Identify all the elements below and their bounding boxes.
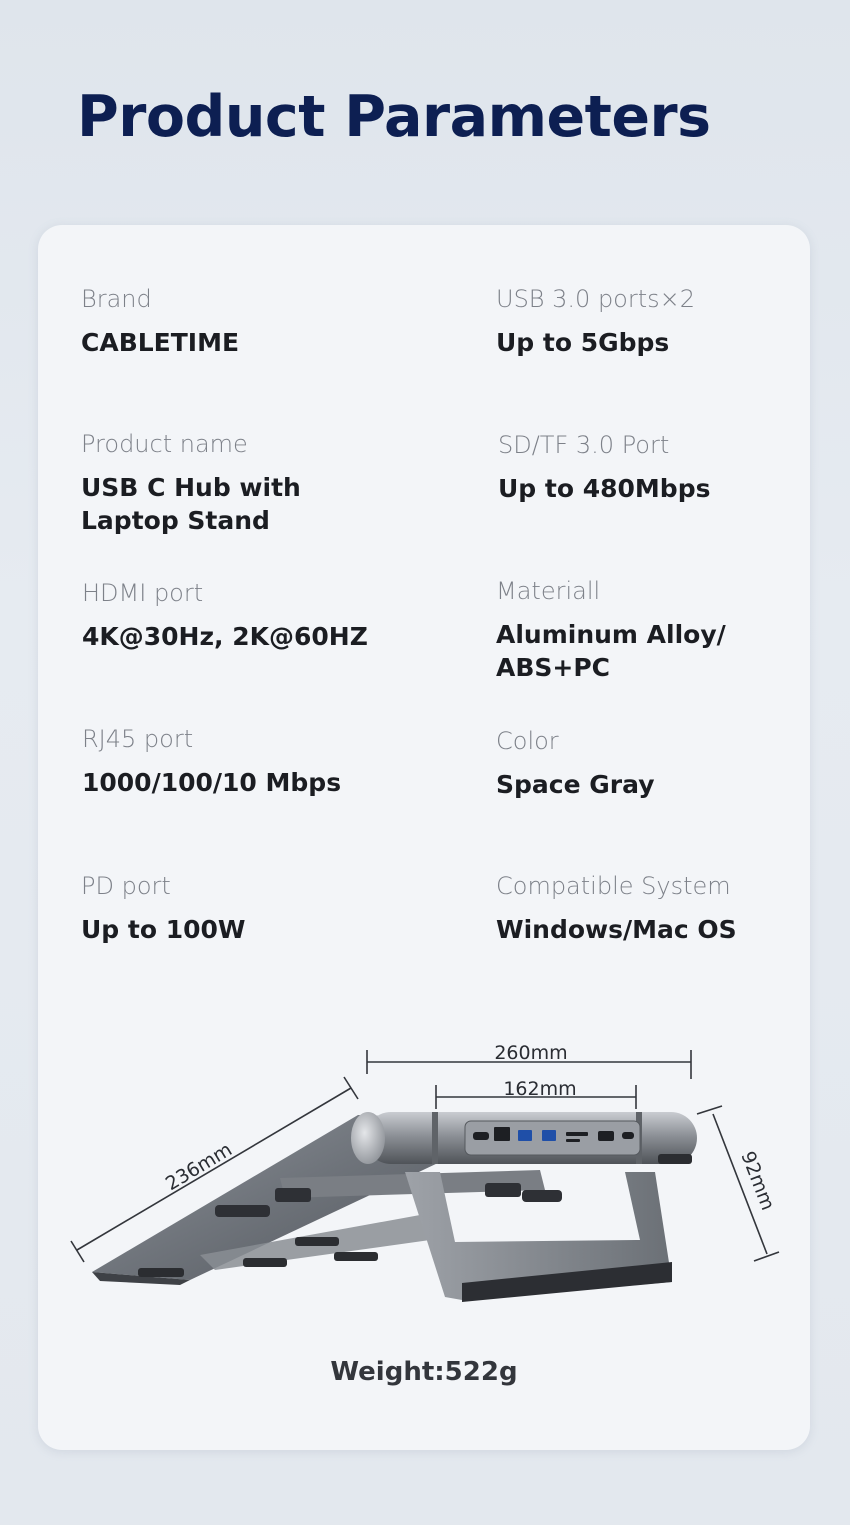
rubber-pad — [243, 1258, 287, 1267]
param-label: RJ45 port — [82, 725, 194, 753]
param-value: 1000/100/10 Mbps — [82, 768, 342, 797]
parameters-card — [38, 225, 810, 1450]
usb-port — [542, 1130, 556, 1141]
rubber-pad — [138, 1268, 184, 1277]
param-label: Product name — [81, 430, 248, 458]
param-value: Up to 100W — [81, 915, 246, 944]
rubber-pad — [215, 1205, 270, 1217]
rubber-pad — [485, 1183, 521, 1197]
usb-port — [518, 1130, 532, 1141]
param-value: Space Gray — [496, 770, 655, 799]
param-label: SD/TF 3.0 Port — [498, 431, 670, 459]
dimension-width: 260mm — [494, 1042, 568, 1064]
product-illustration — [38, 225, 810, 1450]
param-label: USB 3.0 ports×2 — [496, 285, 696, 313]
sd-slot — [566, 1132, 588, 1136]
param-label: PD port — [81, 872, 171, 900]
tf-slot — [566, 1139, 580, 1142]
dimension-height: 92mm — [736, 1148, 779, 1214]
rubber-pad — [275, 1188, 311, 1202]
param-label: HDMI port — [82, 579, 204, 607]
param-label: Color — [496, 727, 559, 755]
param-label: Compatible System — [496, 872, 731, 900]
hub-bar — [351, 1112, 697, 1164]
dimension-hub: 162mm — [503, 1078, 577, 1100]
dimension-depth: 236mm — [161, 1138, 236, 1196]
rj45-port — [494, 1127, 510, 1141]
param-value: USB C Hub with Laptop Stand — [81, 473, 301, 535]
param-value: Up to 5Gbps — [496, 328, 670, 357]
rubber-pad — [522, 1190, 562, 1202]
rubber-pad — [295, 1237, 339, 1246]
param-value: Up to 480Mbps — [498, 474, 711, 503]
param-label: Materiall — [496, 577, 601, 605]
param-label: Brand — [81, 285, 152, 313]
param-value: Windows/Mac OS — [496, 915, 737, 944]
weight-label: Weight:522g — [330, 1357, 518, 1387]
page-title: Product Parameters — [77, 84, 711, 150]
param-value: 4K@30Hz, 2K@60HZ — [82, 622, 368, 651]
pd-port — [622, 1132, 634, 1139]
hdmi-port — [598, 1131, 614, 1141]
rubber-pad — [334, 1252, 378, 1261]
param-value: Aluminum Alloy/ ABS+PC — [496, 620, 726, 682]
usb-c-port — [473, 1132, 489, 1140]
param-value: CABLETIME — [81, 328, 240, 357]
